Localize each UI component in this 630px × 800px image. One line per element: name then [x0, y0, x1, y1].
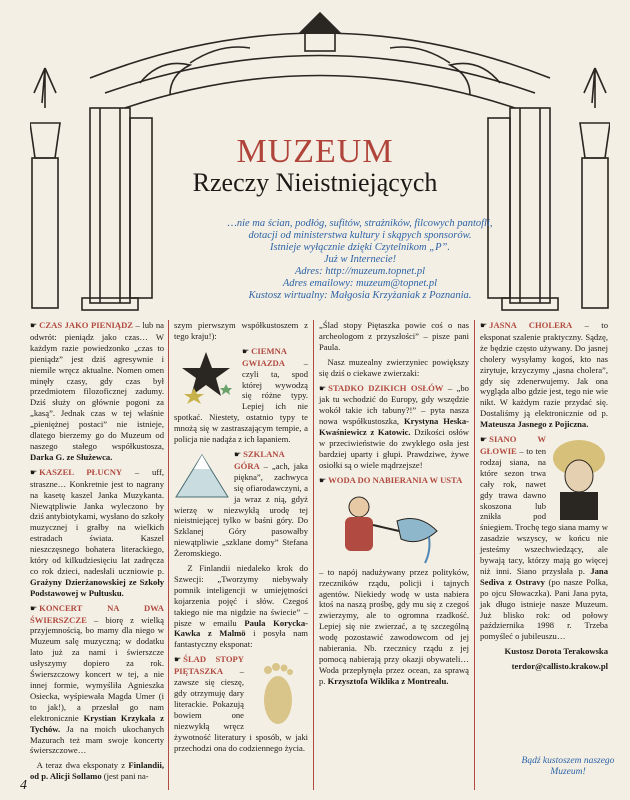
- pointing-hand-icon: ☛: [234, 449, 242, 459]
- water-pitcher-illustration: [319, 491, 469, 567]
- pointing-hand-icon: ☛: [30, 321, 38, 330]
- exhibit-text: – „ach, jaka piękna”, zachwyca się ofiarodawczyni, a ja wraz z nią, gdyż wierzę w niezwykłą urodę tej nieistniejącej tylko w baśni góry. Do Szklanej Góry pasowałby niewątpliwie „szklane domy” Stefana Żeromskiego.: [174, 460, 308, 559]
- exhibit-text: Dzikości osłów w przeciwieństwie do zwykłego osła jest bardziej uparty i głupi. Prawdziwe, żywe osiołki są o wiele mądrzejsze!: [319, 427, 469, 470]
- intro-line: dotacji od ministerstwa kultury i skąpych sponsorów.: [248, 230, 472, 241]
- intro-line: Istnieje wyłącznie dzięki Czytelnikom „P”.: [270, 242, 450, 253]
- exhibit-heading: STADKO DZIKICH OSŁÓW: [328, 382, 444, 393]
- page-number: 4: [20, 778, 27, 793]
- exhibit-heading: ŚLAD STOPY PIĘTASZKA: [174, 654, 244, 677]
- intro-line: Kustosz wirtualny: Małgosia Krzyżaniak z Poznania.: [248, 290, 472, 301]
- contributor-name: Krystian Krzykała z Tychów.: [30, 712, 164, 734]
- footprint-illustration: [248, 656, 308, 728]
- exhibit-text: – zawsze się cieszę, gdy otrzymuję dary literackie. Pokazują bowiem one niezwykłą wręcz żywotność literatury i sposób, w jaki przechodzi ona do codziennego życia.: [174, 666, 308, 753]
- intro-block: [170, 218, 550, 302]
- intro-line: …nie ma ścian, podłóg, sufitów, strażników, filcowych pantofli,: [227, 218, 493, 229]
- exhibit-heading: CZAS JAKO PIENIĄDZ: [39, 320, 134, 330]
- exhibit-heading: WODA DO NABIERANIA W USTA: [328, 474, 463, 485]
- page-title: MUZEUM: [236, 133, 394, 170]
- exhibit-text: A teraz dwa eksponaty z: [36, 760, 129, 771]
- exhibit-heading: JASNA CHOLERA: [489, 320, 573, 330]
- intro-line: Adres: http://muzeum.topnet.pl: [295, 266, 425, 277]
- column-divider: [474, 320, 475, 790]
- exhibit-heading: KASZEL PŁUCNY: [39, 466, 123, 477]
- intro-line: Adres emailowy: muzeum@topnet.pl: [282, 278, 438, 289]
- contributor-name: Darka G. ze Służewca.: [30, 451, 113, 462]
- exhibit-text: Nasz muzealny zwierzyniec powiększy się dziś o ciekawe zwierzaki:: [319, 356, 470, 378]
- exhibit-text: – to napój nadużywany przez polityków, rzeczników rządu, policji i tajnych agentów. Niekiedy wodę w usta nabiera ktoś na naszą prośbę, gdy mu się z czegoś zwierzymy, ale to ogromna rzadkość. Lepiej się nie zwierzać, a tę szczególną wodę pozostawić zawodowcom od jej nabierania. Nb. rzecznicy rządu z jej pomocą nabierają przy okazji obywateli… Woda przepłynęła przez ocean, za sprawą p.: [319, 566, 469, 686]
- pointing-hand-icon: ☛: [30, 467, 38, 477]
- contributor-name: Paula Korycka-Kawka z Malmö: [174, 617, 308, 639]
- column-divider: [313, 320, 314, 790]
- exhibit-text: i posyła nam fantastyczny eksponat:: [174, 628, 308, 650]
- pointing-hand-icon: ☛: [30, 603, 38, 613]
- exhibit-text: – to ten rodzaj siana, na które sezon trwa cały rok, nawet gdy trawa dawno skoszona lub znikła pod śniegiem. Trochę tego siana mamy w zasadzie wszyscy, w końcu nie jesteśmy wszechwiedzący, ale bywają tacy, którzy mają go więcej niż inni. Siano przysłała p.: [480, 445, 608, 576]
- exhibit-text: – biorę z wielką przyjemnością, bo mamy dla niego w Muzeum salę muzyczną; w dodatku lato już za nami i świerszcze usłyszymy dopiero za rok. Świerszczowy koncert w tej, a nie innej formie, wymyśliła Agnieszka Osiecka, wyśpiewała Magda Umer (i to jak!), a przesłał go nam elektronicznie: [30, 614, 164, 723]
- exhibit-text: – uff, straszne… Konkretnie jest to nagrany na kasetę kaszel Janka Muzykanta. Niewątpliwie Janka wyleczono by dziś antybiotykami, wysłano do szkoły muzycznej i grałby na wielkich estradach świata. Kaszel nieszczęsnego bohatera literackiego, który od kilkudziesięciu lat zadręcza co rok dzieci, nadesłali uczniowie p.: [30, 466, 164, 576]
- contributor-name: Finlandii, od p. Alicji Sollamo: [30, 760, 164, 782]
- contributor-name: Krystyna Heska-Kwaśniewicz z Katowic.: [319, 416, 469, 438]
- exhibit-text: – to eksponat szalenie praktyczny. Sądzę, że będzie często używany. Do jasnej cholery wysyłamy kogoś, kto nas zirytuje, krzyczymy „jasna cholera”, gdy się zdenerwujemy. Jak ona wygląda albo gdzie jest, tego nie wie nikt. W każdym razie przydać się. Dostaliśmy ją elektronicznie od p.: [480, 320, 608, 419]
- glass-mountain-illustration: [174, 451, 230, 501]
- contributor-name: Jana Sediva z Ostravy: [480, 565, 608, 587]
- pointing-hand-icon: ☛: [319, 475, 327, 485]
- exhibit-heading: SIANO W GŁOWIE: [480, 434, 546, 456]
- column-3: [319, 320, 469, 691]
- exhibit-text: (jest pani na-: [101, 771, 149, 782]
- intro-line: Już w Internecie!: [323, 254, 397, 265]
- exhibit-text: – „bo jak tu wchodzić do Europy, gdy wszędzie wokół takie ich tabuny?!” – pyta nasza nowa współkustoszka,: [319, 382, 469, 427]
- exhibit-text: (po nasze Polka, po ojcu Słowaczka). Pani Jana pyta, jak długo istnieje nasze Muzeum. Już blisko rok: od połowy października 1998 r. Trzeba pomyśleć o jubileuszu…: [480, 576, 608, 642]
- pointing-hand-icon: ☛: [319, 383, 327, 393]
- invite-note: Bądź kustoszem naszego Muzeum!: [521, 756, 615, 777]
- hay-head-illustration: [550, 436, 608, 520]
- column-divider: [168, 320, 169, 790]
- page-subtitle: Rzeczy Nieistniejących: [192, 168, 438, 197]
- exhibit-heading: SZKLANA GÓRA: [234, 448, 285, 471]
- pointing-hand-icon: ☛: [242, 346, 250, 356]
- exhibit-text: Z Finlandii niedaleko krok do Szwecji: „Tworzymy niebywały pomnik inteligencji w umiejętności kojarzenia pojęć i słów. Czegoś takiego nie ma nigdzie na świecie” – pisze w emailu: [174, 563, 308, 628]
- exhibit-text: „Ślad stopy Piętaszka powie coś o nas archeologom z przyszłości” – pisze pani Paula.: [319, 320, 469, 352]
- curator-signature: Kustosz Dorota Terakowska: [504, 646, 608, 657]
- contributor-name: Mateusza Jasnego z Pojiczna.: [480, 419, 589, 430]
- exhibit-text: Ja na moich ukochanych Mazurach też mam swoje koncerty świerszczowe…: [30, 723, 164, 756]
- contributor-name: Grażyny Dzierżanowskiej ze Szkoły Podstawowej w Pułtusku.: [30, 576, 164, 598]
- exhibit-text: – lub na odwrót: pieniądz jako czas… W każdym razie powiedzonko „czas to pieniądz” jest dziś agresywnie i niemile wręcz aktualne. Nomen omen minęły czasy, gdy czas był przedmiotem filozoficznej zadumy. Dziś służy on głównie pogoni za „kasą”. Jednak czas w tej właśnie „pieniężnej postaci” nie istnieje, dlatego bierzemy go do Muzeum od naszego stałego współkustosza,: [30, 320, 164, 451]
- pointing-hand-icon: ☛: [480, 435, 488, 445]
- contributor-name: Krzysztofa Wiklika z Montrealu.: [327, 675, 449, 686]
- exhibit-heading: KONCERT NA DWA ŚWIERSZCZE: [30, 602, 164, 625]
- exhibit-text: szym pierwszym współkustoszem z tego kraju!):: [174, 320, 308, 341]
- exhibit-text: – czyli ta, spod której wywodzą się różne typy. Lepiej ich nie spotkać. Niestety, ostatnio typy te mnożą się w zastraszającym tempie, a policja nie nadąża z ich łapaniem.: [174, 357, 308, 445]
- pointing-hand-icon: ☛: [480, 321, 488, 330]
- exhibit-heading: CIEMNA GWIAZDA: [242, 345, 287, 368]
- column-2: [174, 320, 308, 757]
- curator-email: terdor@callisto.krakow.pl: [511, 661, 608, 672]
- pointing-hand-icon: ☛: [174, 655, 182, 665]
- dark-star-illustration: [174, 348, 238, 406]
- column-1: [30, 320, 164, 786]
- column-4: [480, 320, 608, 676]
